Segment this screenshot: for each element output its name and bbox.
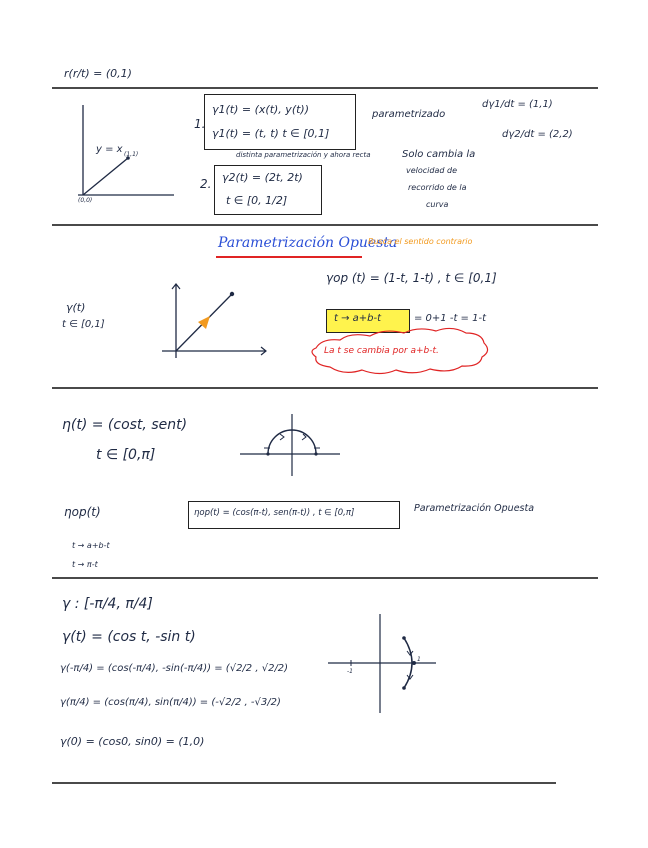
note-line4: curva — [426, 200, 449, 209]
section4-gamma: γ(t) = (cos t, -sin t) — [62, 629, 196, 645]
param1-line2: γ1(t) = (t, t) t ∈ [0,1] — [212, 127, 330, 140]
section3-rule1: t → a+b-t — [72, 541, 110, 550]
param2-line2: t ∈ [0, 1/2] — [226, 194, 288, 207]
section4-eval3: γ(0) = (cos0, sin0) = (1,0) — [60, 735, 205, 748]
item1-number: 1. — [194, 117, 206, 131]
section2-title: Parametrización Opuesta — [218, 235, 398, 251]
note-line3: recorrido de la — [408, 183, 467, 192]
rule-result: = 0+1 -t = 1-t — [414, 313, 486, 324]
derivative-1: dγ1/dt = (1,1) — [482, 99, 553, 110]
parametrizado-label: parametrizado — [372, 109, 446, 120]
section3-gamma-op-label: ηop(t) — [64, 505, 101, 519]
divider-bottom — [52, 782, 556, 784]
note-line1: Solo cambia la — [402, 149, 476, 160]
section4-eval2: γ(π/4) = (cos(π/4), sin(π/4)) = (-√2/2 , -√3/2) — [60, 697, 281, 708]
point-label: (1,1) — [124, 151, 139, 158]
tick-label-pos: 1 — [417, 656, 421, 663]
section3-param-opuesta: Parametrización Opuesta — [414, 503, 535, 514]
distinct-parametrization-note: distinta parametrización y ahora recta — [236, 151, 371, 159]
section4-domain: γ : [-π/4, π/4] — [62, 596, 153, 612]
section2-left-line2: t ∈ [0,1] — [62, 319, 105, 330]
section3-boxed-text: ηop(t) = (cos(π-t), sen(π-t)) , t ∈ [0,π] — [194, 508, 355, 518]
item2-number: 2. — [200, 177, 212, 191]
gamma-op: γop (t) = (1-t, 1-t) , t ∈ [0,1] — [326, 271, 497, 285]
axis-label-y-eq-x: y = x — [96, 144, 123, 155]
initial-condition: r(r/t) = (0,1) — [64, 67, 132, 80]
section3-rule2: t → π-t — [72, 560, 98, 569]
section3-interval: t ∈ [0,π] — [96, 447, 156, 463]
origin-label: (0,0) — [78, 197, 93, 204]
section2-subtitle: Busca el sentido contrario — [368, 237, 473, 246]
param1-line1: γ1(t) = (x(t), y(t)) — [212, 103, 310, 116]
rule-box-text: t → a+b-t — [334, 313, 382, 324]
param2-line1: γ2(t) = (2t, 2t) — [222, 171, 303, 184]
section3-gamma: η(t) = (cost, sent) — [62, 417, 188, 433]
section4-eval1: γ(-π/4) = (cos(-π/4), -sin(-π/4)) = (√2/2 , √2/2) — [60, 663, 289, 674]
tick-label-neg: -1 — [347, 668, 353, 675]
note-line2: velocidad de — [406, 166, 457, 175]
red-note: La t se cambia por a+b-t. — [324, 346, 439, 356]
derivative-2: dγ2/dt = (2,2) — [502, 129, 573, 140]
section2-left-line1: γ(t) — [66, 301, 86, 314]
